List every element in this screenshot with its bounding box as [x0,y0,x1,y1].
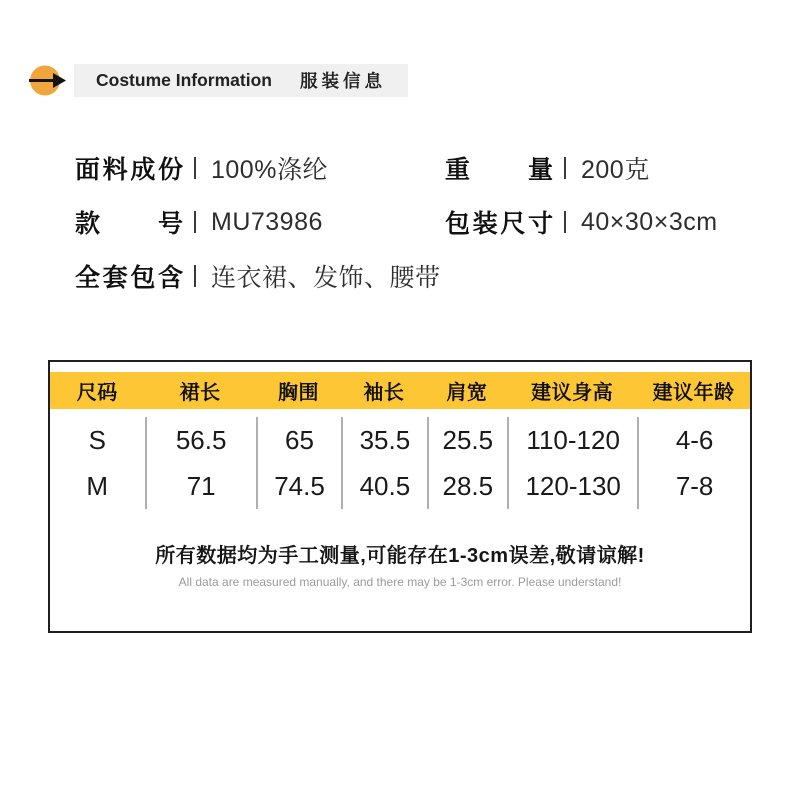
table-cell: S [88,424,106,455]
section-title-cn: 服装信息 [299,71,386,91]
column-header-shoulder-width: 肩宽 [446,382,488,404]
section-header [29,64,790,97]
separator-bar [194,265,196,287]
column-header-skirt-length: 裙长 [179,382,221,404]
product-info [75,141,750,303]
column-header-recommended-height: 建议身高 [531,382,614,404]
info-fabric-label: 面料成份 [75,156,183,184]
info-fabric [75,141,445,195]
info-set-contents [75,249,445,303]
measurement-note-en: All data are measured manually, and there may be 1-3cm error. Please understand! [178,575,622,589]
info-model-number [75,195,445,249]
section-title-bar [74,64,408,97]
info-set-contents-label: 全套包含 [75,264,183,292]
arrow-right-icon [29,65,67,96]
table-cell: 4-6 [637,417,750,463]
table-cell: 35.5 [341,417,426,463]
measurement-note-cn: 所有数据均为手工测量,可能存在1-3cm误差,敬请谅解! [155,545,645,567]
table-cell: M [86,470,109,501]
size-chart-header-row [50,372,750,409]
table-cell: 110-120 [507,417,637,463]
column-header-recommended-age: 建议年龄 [652,382,735,404]
info-weight-value: 200克 [581,156,650,184]
table-cell: 28.5 [427,463,508,509]
table-cell: 74.5 [256,463,341,509]
column-header-sleeve-length: 袖长 [363,382,405,404]
info-package-size-label: 包装尺寸 [445,210,553,238]
size-chart-body [50,417,750,509]
column-header-chest: 胸围 [277,382,319,404]
info-weight [445,141,750,195]
info-package-size-value: 40×30×3cm [581,207,718,236]
info-model-number-value: MU73986 [211,207,323,236]
column-header-size: 尺码 [76,382,118,404]
separator-bar [564,157,566,179]
table-cell: 25.5 [427,417,508,463]
table-cell: 65 [256,417,341,463]
info-set-contents-value: 连衣裙、发饰、腰带 [211,264,441,292]
separator-bar [194,211,196,233]
info-model-number-label: 款 号 [75,210,183,238]
info-package-size [445,195,750,249]
info-fabric-value: 100%涤纶 [211,156,328,184]
table-cell: 40.5 [341,463,426,509]
table-cell: 56.5 [145,417,256,463]
table-cell: 120-130 [507,463,637,509]
table-cell: 7-8 [637,463,750,509]
info-weight-label: 重 量 [445,156,553,184]
section-title-en: Costume Information [96,70,272,90]
size-chart [48,360,752,633]
separator-bar [194,157,196,179]
table-cell: 71 [145,463,256,509]
costume-information-page [0,64,790,633]
separator-bar [564,211,566,233]
